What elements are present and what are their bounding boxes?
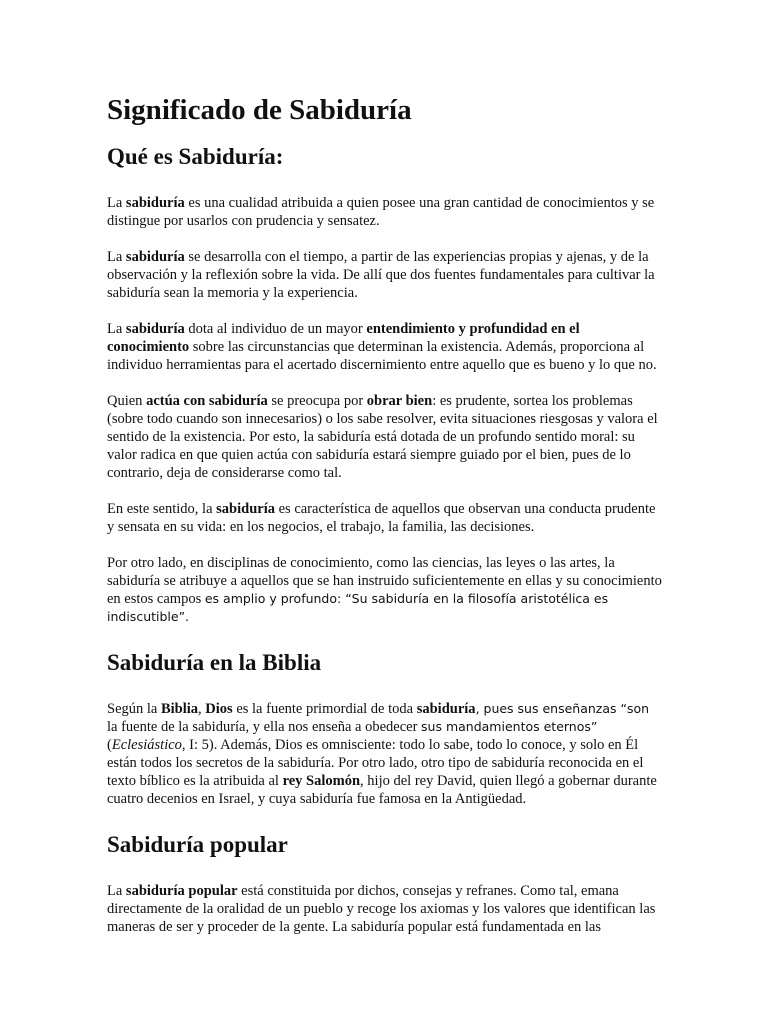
paragraph-6: Por otro lado, en disciplinas de conocimiento, como las ciencias, las leyes o las artes, la sabiduría se atribuye a aquellos que se han instruido suficientemente en ellas y su conocimiento en estos campos es amplio y profundo: “Su sabiduría en la filosofía aristotélica es indiscutible”. (107, 555, 662, 624)
paragraph-popular: La sabiduría popular está constituida por dichos, consejas y refranes. Como tal, emana directamente de la oralidad de un pueblo y recoge los axiomas y los valores que identifican las maneras de ser y proceder de la gente. La sabiduría popular está fundamentada en las (107, 883, 656, 935)
paragraph-2: La sabiduría se desarrolla con el tiempo, a partir de las experiencias propias y ajenas, y de la observación y la reflexión sobre la vida. De allí que dos fuentes fundamentales para cultivar la sabiduría sean la memoria y la experiencia. (107, 249, 655, 301)
paragraph-1: La sabiduría es una cualidad atribuida a quien posee una gran cantidad de conocimientos y se distingue por usarlos con prudencia y sensatez. (107, 195, 655, 229)
paragraph-4: Quien actúa con sabiduría se preocupa por obrar bien: es prudente, sortea los problemas (sobre todo cuando son innecesarios) o los sabe resolver, evita situaciones riesgosas y valora el sentido de la existencia. Por esto, la sabiduría está dotada de un profundo sentido moral: su valor radica en que quien actúa con sabiduría estará siempre guiado por el bien, pues de lo contrario, deja de considerarse como tal. (107, 393, 658, 481)
section-heading-popular: Sabiduría popular (107, 832, 288, 857)
document-page (107, 92, 663, 954)
paragraph-biblia: Según la Biblia, Dios es la fuente primordial de toda sabiduría, pues sus enseñanzas “son la fuente de la sabiduría, y ella nos enseña a obedecer sus mandamientos eternos” (Eclesiástico, I: 5). Además, Dios es omnisciente: todo lo sabe, todo lo conoce, y solo en Él están todos los secretos de la sabiduría. Por otro lado, otro tipo de sabiduría reconocida en el texto bíblico es la atribuida al rey Salomón, hijo del rey David, quien llegó a gobernar durante cuatro decenios en Israel, y cuya sabiduría fue famosa en la Antigüedad. (107, 701, 657, 807)
section-heading-biblia: Sabiduría en la Biblia (107, 650, 322, 675)
paragraph-5: En este sentido, la sabiduría es característica de aquellos que observan una conducta prudente y sensata en su vida: en los negocios, el trabajo, la familia, las decisiones. (107, 501, 656, 535)
section-heading-que-es: Qué es Sabiduría: (107, 144, 284, 169)
paragraph-3: La sabiduría dota al individuo de un mayor entendimiento y profundidad en el conocimiento sobre las circunstancias que determinan la existencia. Además, proporciona al individuo herramientas para el acertado discernimiento entre aquello que es bueno y lo que no. (107, 321, 657, 373)
page-title: Significado de Sabiduría (107, 94, 412, 126)
